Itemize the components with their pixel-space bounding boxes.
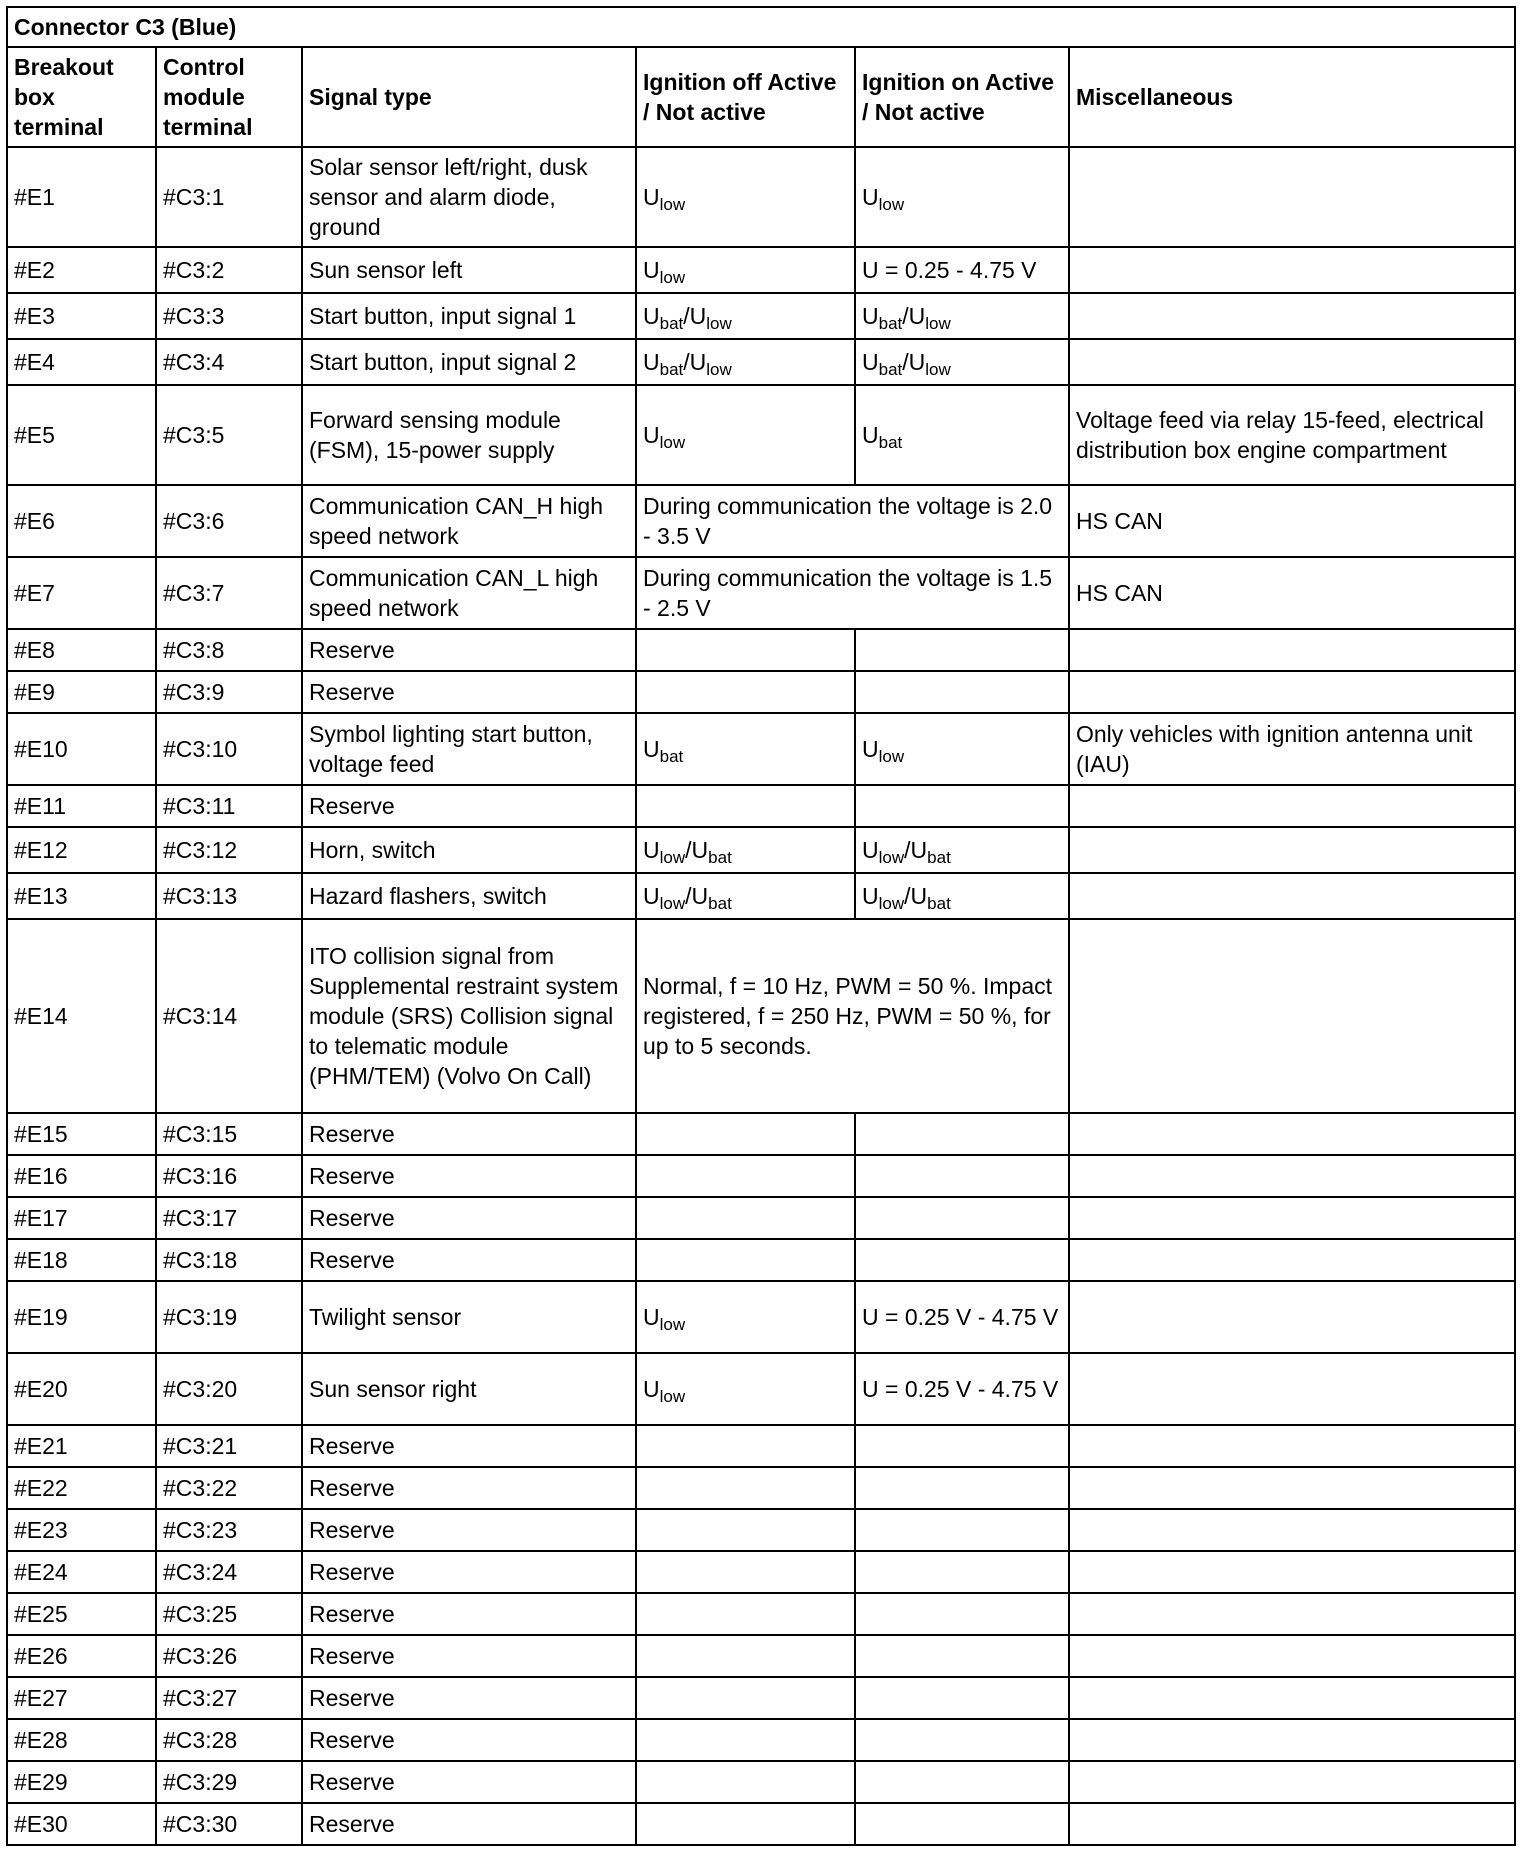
table-row (7, 1467, 1515, 1509)
signal-type: Reserve (302, 671, 636, 713)
table-row (7, 873, 1515, 919)
table-row (7, 1719, 1515, 1761)
ignition-on-value (855, 1593, 1069, 1635)
breakout-terminal: #E2 (7, 247, 156, 293)
signal-type: ITO collision signal from Supplemental restraint system module (SRS) Collision signal to telematic module (PHM/TEM) (Volvo On Call) (302, 919, 636, 1113)
miscellaneous (1069, 247, 1515, 293)
miscellaneous: HS CAN (1069, 557, 1515, 629)
ignition-off-value: $U_{low}$ (636, 247, 855, 293)
table-row (7, 385, 1515, 485)
miscellaneous (1069, 147, 1515, 247)
ignition-on-value: U = 0.25 V - 4.75 V (855, 1353, 1069, 1425)
signal-type: Reserve (302, 1467, 636, 1509)
ignition-off-value (636, 1425, 855, 1467)
table-row (7, 1593, 1515, 1635)
breakout-terminal: #E11 (7, 785, 156, 827)
breakout-terminal: #E16 (7, 1155, 156, 1197)
header-breakout-terminal: Breakout box terminal (7, 47, 156, 147)
control-terminal: #C3:9 (156, 671, 302, 713)
signal-type: Reserve (302, 1239, 636, 1281)
signal-type: Reserve (302, 1551, 636, 1593)
ignition-on-value: $U_{bat}/U_{low}$ (855, 339, 1069, 385)
control-terminal: #C3:15 (156, 1113, 302, 1155)
table-caption: Connector C3 (Blue) (7, 7, 1515, 47)
table-row (7, 671, 1515, 713)
ignition-on-value (855, 1761, 1069, 1803)
breakout-terminal: #E24 (7, 1551, 156, 1593)
ignition-merged-value: Normal, f = 10 Hz, PWM = 50 %. Impact registered, f = 250 Hz, PWM = 50 %, for up to 5 seconds. (636, 919, 1069, 1113)
ignition-off-value (636, 1761, 855, 1803)
table-row (7, 1761, 1515, 1803)
signal-type: Twilight sensor (302, 1281, 636, 1353)
header-miscellaneous: Miscellaneous (1069, 47, 1515, 147)
control-terminal: #C3:27 (156, 1677, 302, 1719)
ignition-off-value: $U_{bat}/U_{low}$ (636, 339, 855, 385)
table-row (7, 1803, 1515, 1845)
ignition-off-value: $U_{low}/U_{bat}$ (636, 827, 855, 873)
miscellaneous (1069, 1197, 1515, 1239)
breakout-terminal: #E21 (7, 1425, 156, 1467)
control-terminal: #C3:12 (156, 827, 302, 873)
ignition-on-value (855, 629, 1069, 671)
ignition-off-value (636, 1467, 855, 1509)
signal-type: Start button, input signal 1 (302, 293, 636, 339)
ignition-on-value: $U_{low}$ (855, 147, 1069, 247)
control-terminal: #C3:7 (156, 557, 302, 629)
control-terminal: #C3:1 (156, 147, 302, 247)
connector-c3-table (6, 6, 1516, 1846)
signal-type: Forward sensing module (FSM), 15-power supply (302, 385, 636, 485)
miscellaneous (1069, 1677, 1515, 1719)
breakout-terminal: #E8 (7, 629, 156, 671)
table-row (7, 247, 1515, 293)
signal-type: Reserve (302, 1677, 636, 1719)
table-row (7, 1425, 1515, 1467)
table-row (7, 785, 1515, 827)
breakout-terminal: #E23 (7, 1509, 156, 1551)
ignition-off-value (636, 671, 855, 713)
miscellaneous (1069, 1593, 1515, 1635)
ignition-off-value: $U_{low}$ (636, 1353, 855, 1425)
miscellaneous (1069, 1281, 1515, 1353)
breakout-terminal: #E18 (7, 1239, 156, 1281)
miscellaneous: Voltage feed via relay 15-feed, electrical distribution box engine compartment (1069, 385, 1515, 485)
ignition-on-value: $U_{bat}$ (855, 385, 1069, 485)
miscellaneous (1069, 1551, 1515, 1593)
control-terminal: #C3:8 (156, 629, 302, 671)
ignition-on-value (855, 1803, 1069, 1845)
signal-type: Reserve (302, 629, 636, 671)
signal-type: Reserve (302, 1761, 636, 1803)
breakout-terminal: #E27 (7, 1677, 156, 1719)
miscellaneous (1069, 1353, 1515, 1425)
ignition-off-value (636, 1551, 855, 1593)
ignition-on-value (855, 1719, 1069, 1761)
signal-type: Reserve (302, 1197, 636, 1239)
table-row (7, 1155, 1515, 1197)
table-row (7, 485, 1515, 557)
signal-type: Reserve (302, 1635, 636, 1677)
table-row (7, 1197, 1515, 1239)
ignition-merged-value: During communication the voltage is 2.0 - 3.5 V (636, 485, 1069, 557)
control-terminal: #C3:30 (156, 1803, 302, 1845)
signal-type: Communication CAN_L high speed network (302, 557, 636, 629)
miscellaneous (1069, 1803, 1515, 1845)
breakout-terminal: #E28 (7, 1719, 156, 1761)
signal-type: Reserve (302, 1719, 636, 1761)
control-terminal: #C3:4 (156, 339, 302, 385)
control-terminal: #C3:22 (156, 1467, 302, 1509)
control-terminal: #C3:18 (156, 1239, 302, 1281)
miscellaneous (1069, 671, 1515, 713)
header-ignition-on: Ignition on Active / Not active (855, 47, 1069, 147)
control-terminal: #C3:2 (156, 247, 302, 293)
ignition-on-value (855, 1677, 1069, 1719)
control-terminal: #C3:25 (156, 1593, 302, 1635)
signal-type: Sun sensor right (302, 1353, 636, 1425)
signal-type: Reserve (302, 1593, 636, 1635)
miscellaneous (1069, 1761, 1515, 1803)
ignition-on-value (855, 1509, 1069, 1551)
control-terminal: #C3:20 (156, 1353, 302, 1425)
control-terminal: #C3:10 (156, 713, 302, 785)
miscellaneous (1069, 1239, 1515, 1281)
ignition-off-value: $U_{low}$ (636, 1281, 855, 1353)
control-terminal: #C3:28 (156, 1719, 302, 1761)
ignition-on-value: U = 0.25 V - 4.75 V (855, 1281, 1069, 1353)
breakout-terminal: #E19 (7, 1281, 156, 1353)
table-row (7, 1113, 1515, 1155)
breakout-terminal: #E5 (7, 385, 156, 485)
control-terminal: #C3:13 (156, 873, 302, 919)
ignition-off-value (636, 1593, 855, 1635)
miscellaneous: HS CAN (1069, 485, 1515, 557)
control-terminal: #C3:11 (156, 785, 302, 827)
control-terminal: #C3:5 (156, 385, 302, 485)
ignition-on-value (855, 1551, 1069, 1593)
control-terminal: #C3:21 (156, 1425, 302, 1467)
ignition-off-value (636, 1677, 855, 1719)
signal-type: Reserve (302, 1509, 636, 1551)
control-terminal: #C3:29 (156, 1761, 302, 1803)
ignition-off-value (636, 1803, 855, 1845)
ignition-off-value (636, 1239, 855, 1281)
signal-type: Sun sensor left (302, 247, 636, 293)
breakout-terminal: #E3 (7, 293, 156, 339)
table-row (7, 1239, 1515, 1281)
control-terminal: #C3:14 (156, 919, 302, 1113)
ignition-off-value (636, 1113, 855, 1155)
table-row (7, 147, 1515, 247)
ignition-on-value (855, 1635, 1069, 1677)
control-terminal: #C3:23 (156, 1509, 302, 1551)
ignition-off-value (636, 1155, 855, 1197)
ignition-off-value: $U_{low}$ (636, 385, 855, 485)
control-terminal: #C3:16 (156, 1155, 302, 1197)
ignition-off-value: $U_{bat}$ (636, 713, 855, 785)
ignition-on-value: $U_{low}$ (855, 713, 1069, 785)
miscellaneous (1069, 339, 1515, 385)
miscellaneous (1069, 827, 1515, 873)
ignition-off-value (636, 1509, 855, 1551)
ignition-off-value (636, 629, 855, 671)
miscellaneous (1069, 1113, 1515, 1155)
control-terminal: #C3:3 (156, 293, 302, 339)
miscellaneous (1069, 293, 1515, 339)
ignition-on-value: $U_{low}/U_{bat}$ (855, 873, 1069, 919)
breakout-terminal: #E4 (7, 339, 156, 385)
ignition-off-value (636, 785, 855, 827)
ignition-on-value (855, 785, 1069, 827)
signal-type: Reserve (302, 1803, 636, 1845)
ignition-on-value (855, 671, 1069, 713)
miscellaneous (1069, 785, 1515, 827)
ignition-on-value (855, 1425, 1069, 1467)
breakout-terminal: #E7 (7, 557, 156, 629)
breakout-terminal: #E13 (7, 873, 156, 919)
ignition-off-value (636, 1719, 855, 1761)
ignition-off-value: $U_{bat}/U_{low}$ (636, 293, 855, 339)
table-row (7, 1281, 1515, 1353)
miscellaneous (1069, 919, 1515, 1113)
breakout-terminal: #E17 (7, 1197, 156, 1239)
table-row (7, 1677, 1515, 1719)
breakout-terminal: #E20 (7, 1353, 156, 1425)
signal-type: Solar sensor left/right, dusk sensor and alarm diode, ground (302, 147, 636, 247)
control-terminal: #C3:6 (156, 485, 302, 557)
breakout-terminal: #E26 (7, 1635, 156, 1677)
signal-type: Reserve (302, 785, 636, 827)
ignition-on-value (855, 1113, 1069, 1155)
ignition-on-value (855, 1239, 1069, 1281)
breakout-terminal: #E10 (7, 713, 156, 785)
miscellaneous: Only vehicles with ignition antenna unit (IAU) (1069, 713, 1515, 785)
header-control-module-terminal: Control module terminal (156, 47, 302, 147)
table-row (7, 713, 1515, 785)
table-row (7, 1353, 1515, 1425)
table-row (7, 339, 1515, 385)
table-row (7, 1551, 1515, 1593)
control-terminal: #C3:19 (156, 1281, 302, 1353)
miscellaneous (1069, 629, 1515, 671)
table-row (7, 1509, 1515, 1551)
miscellaneous (1069, 1425, 1515, 1467)
ignition-on-value (855, 1155, 1069, 1197)
signal-type: Symbol lighting start button, voltage feed (302, 713, 636, 785)
miscellaneous (1069, 1719, 1515, 1761)
miscellaneous (1069, 873, 1515, 919)
ignition-on-value: $U_{low}/U_{bat}$ (855, 827, 1069, 873)
breakout-terminal: #E9 (7, 671, 156, 713)
header-signal-type: Signal type (302, 47, 636, 147)
miscellaneous (1069, 1635, 1515, 1677)
table-row (7, 557, 1515, 629)
ignition-off-value (636, 1197, 855, 1239)
signal-type: Reserve (302, 1425, 636, 1467)
table-row (7, 1635, 1515, 1677)
table-row (7, 919, 1515, 1113)
signal-type: Communication CAN_H high speed network (302, 485, 636, 557)
ignition-off-value: $U_{low}/U_{bat}$ (636, 873, 855, 919)
signal-type: Reserve (302, 1155, 636, 1197)
table-row (7, 827, 1515, 873)
ignition-on-value (855, 1197, 1069, 1239)
ignition-off-value (636, 1635, 855, 1677)
breakout-terminal: #E25 (7, 1593, 156, 1635)
control-terminal: #C3:26 (156, 1635, 302, 1677)
table-row (7, 629, 1515, 671)
breakout-terminal: #E30 (7, 1803, 156, 1845)
breakout-terminal: #E22 (7, 1467, 156, 1509)
ignition-merged-value: During communication the voltage is 1.5 - 2.5 V (636, 557, 1069, 629)
signal-type: Reserve (302, 1113, 636, 1155)
header-row (7, 47, 1515, 147)
ignition-on-value: U = 0.25 - 4.75 V (855, 247, 1069, 293)
ignition-off-value: $U_{low}$ (636, 147, 855, 247)
breakout-terminal: #E29 (7, 1761, 156, 1803)
breakout-terminal: #E14 (7, 919, 156, 1113)
signal-type: Hazard flashers, switch (302, 873, 636, 919)
header-ignition-off: Ignition off Active / Not active (636, 47, 855, 147)
table-row (7, 293, 1515, 339)
control-terminal: #C3:17 (156, 1197, 302, 1239)
ignition-on-value: $U_{bat}/U_{low}$ (855, 293, 1069, 339)
miscellaneous (1069, 1467, 1515, 1509)
breakout-terminal: #E12 (7, 827, 156, 873)
ignition-on-value (855, 1467, 1069, 1509)
breakout-terminal: #E1 (7, 147, 156, 247)
signal-type: Start button, input signal 2 (302, 339, 636, 385)
miscellaneous (1069, 1155, 1515, 1197)
miscellaneous (1069, 1509, 1515, 1551)
breakout-terminal: #E15 (7, 1113, 156, 1155)
control-terminal: #C3:24 (156, 1551, 302, 1593)
signal-type: Horn, switch (302, 827, 636, 873)
breakout-terminal: #E6 (7, 485, 156, 557)
